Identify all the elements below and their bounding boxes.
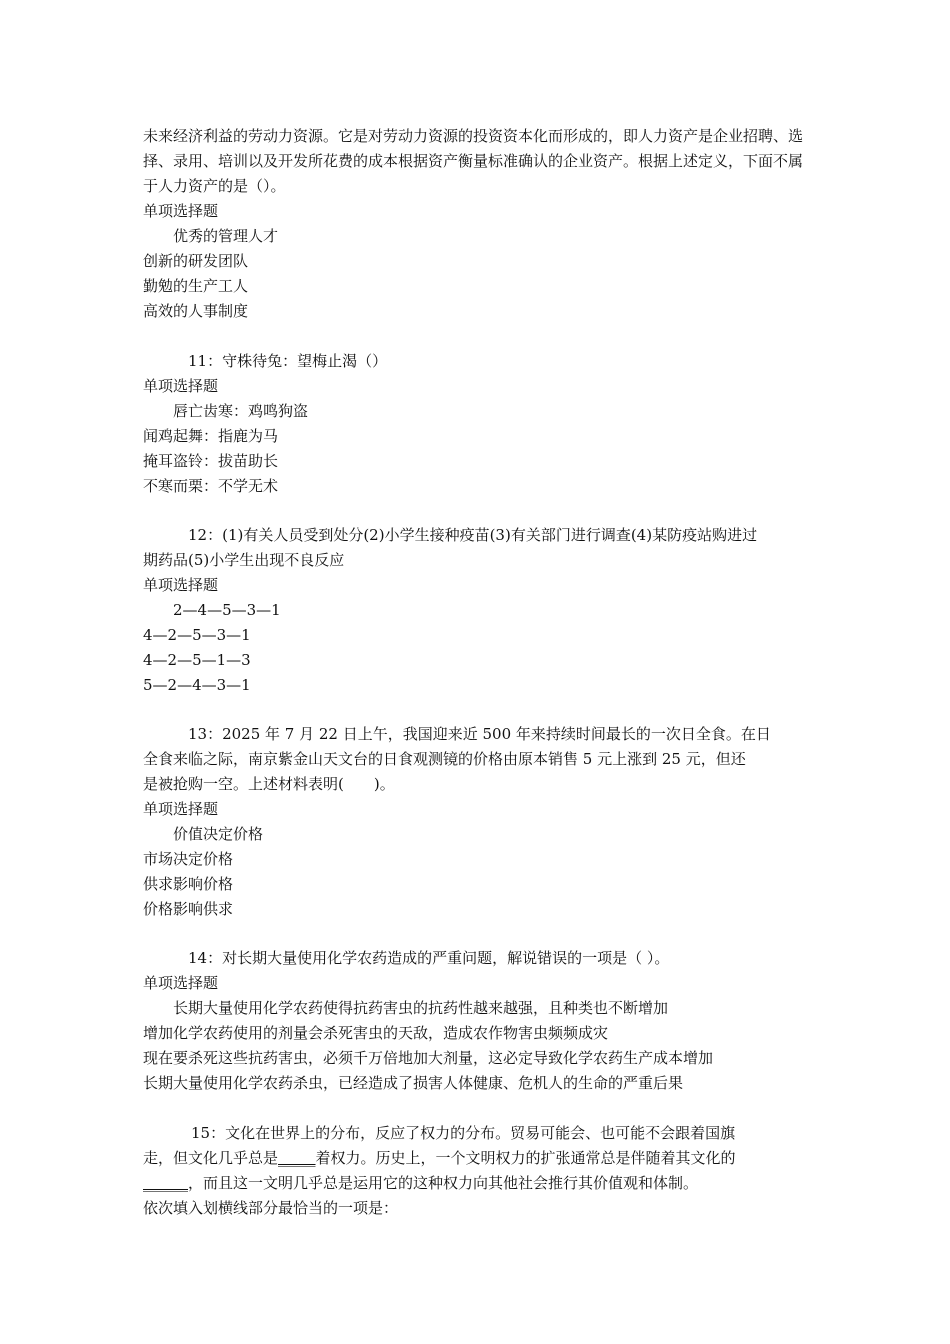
question-10 — [143, 124, 808, 324]
question-13-stem-line3: 是被抢购一空。上述材料表明( )。 — [143, 775, 395, 793]
question-14-option-b: 增加化学农药使用的剂量会杀死害虫的天敌，造成农作物害虫频频成灾 — [143, 1024, 609, 1042]
question-14-type: 单项选择题 — [143, 974, 219, 992]
fill-blank-2: ______ — [143, 1174, 188, 1192]
question-12 — [143, 523, 808, 698]
question-12-stem-line1: 12：(1)有关人员受到处分(2)小学生接种疫苗(3)有关部门进行调查(4)某防疫站购进过 — [188, 526, 758, 544]
question-15-line1: 15：文化在世界上的分布，反应了权力的分布。贸易可能会、也可能不会跟着国旗 — [191, 1124, 736, 1142]
question-10-option-c: 勤勉的生产工人 — [143, 277, 249, 295]
question-13-option-b: 市场决定价格 — [143, 850, 234, 868]
question-13-option-a: 价值决定价格 — [173, 825, 264, 843]
question-10-option-b: 创新的研发团队 — [143, 252, 249, 270]
question-13-stem-line1: 13：2025 年 7 月 22 日上午，我国迎来近 500 年来持续时间最长的一次日全食。在日 — [188, 725, 771, 743]
question-12-stem-line2: 期药品(5)小学生出现不良反应 — [143, 551, 345, 569]
question-13-option-d: 价格影响供求 — [143, 900, 234, 918]
question-13-stem-line2: 全食来临之际，南京紫金山天文台的日食观测镜的价格由原本销售 5 元上涨到 25 元，但还 — [143, 750, 746, 768]
question-12-option-a: 2—4—5—3—1 — [173, 601, 281, 619]
question-15-line4: 依次填入划横线部分最恰当的一项是： — [143, 1199, 399, 1217]
question-10-stem: 未来经济利益的劳动力资源。它是对劳动力资源的投资资本化而形成的，即人力资产是企业招聘、选择、录用、培训以及开发所花费的成本根据资产衡量标准确认的企业资产。根据上述定义，下面不属于人力资产的是（）。 — [143, 127, 804, 195]
question-14-option-d: 长期大量使用化学农药杀虫，已经造成了损害人体健康、危机人的生命的严重后果 — [143, 1074, 684, 1092]
question-15-line3-end: ，而且这一文明几乎总是运用它的这种权力向其他社会推行其价值观和体制。 — [188, 1174, 699, 1192]
question-12-option-c: 4—2—5—1—3 — [143, 651, 251, 669]
question-15-line2 — [143, 1146, 808, 1171]
question-14-option-a: 长期大量使用化学农药使得抗药害虫的抗药性越来越强，且种类也不断增加 — [173, 999, 669, 1017]
question-11-option-b: 闻鸡起舞：指鹿为马 — [143, 427, 279, 445]
question-11 — [143, 349, 808, 499]
fill-blank-1: _____ — [278, 1149, 316, 1167]
question-13-option-c: 供求影响价格 — [143, 875, 234, 893]
question-13 — [143, 722, 808, 922]
question-15-line2-start: 走，但文化几乎总是 — [143, 1149, 279, 1167]
question-14-stem: 14：对长期大量使用化学农药造成的严重问题，解说错误的一项是（ ）。 — [188, 949, 670, 967]
question-11-option-a: 唇亡齿寒：鸡鸣狗盗 — [173, 402, 309, 420]
question-10-option-a: 优秀的管理人才 — [173, 227, 279, 245]
question-15-line3 — [143, 1171, 808, 1196]
question-15-line2-end: 着权力。历史上，一个文明权力的扩张通常总是伴随着其文化的 — [315, 1149, 736, 1167]
question-10-type: 单项选择题 — [143, 202, 219, 220]
question-12-option-b: 4—2—5—3—1 — [143, 626, 251, 644]
question-13-type: 单项选择题 — [143, 800, 219, 818]
question-12-option-d: 5—2—4—3—1 — [143, 676, 251, 694]
question-14 — [143, 946, 808, 1096]
question-11-stem: 11：守株待兔：望梅止渴（） — [188, 352, 388, 370]
question-15 — [143, 1121, 808, 1221]
question-14-option-c: 现在要杀死这些抗药害虫，必须千万倍地加大剂量，这必定导致化学农药生产成本增加 — [143, 1049, 714, 1067]
question-12-type: 单项选择题 — [143, 576, 219, 594]
question-11-option-c: 掩耳盗铃：拔苗助长 — [143, 452, 279, 470]
question-10-option-d: 高效的人事制度 — [143, 302, 249, 320]
question-11-option-d: 不寒而栗：不学无术 — [143, 477, 279, 495]
question-11-type: 单项选择题 — [143, 377, 219, 395]
